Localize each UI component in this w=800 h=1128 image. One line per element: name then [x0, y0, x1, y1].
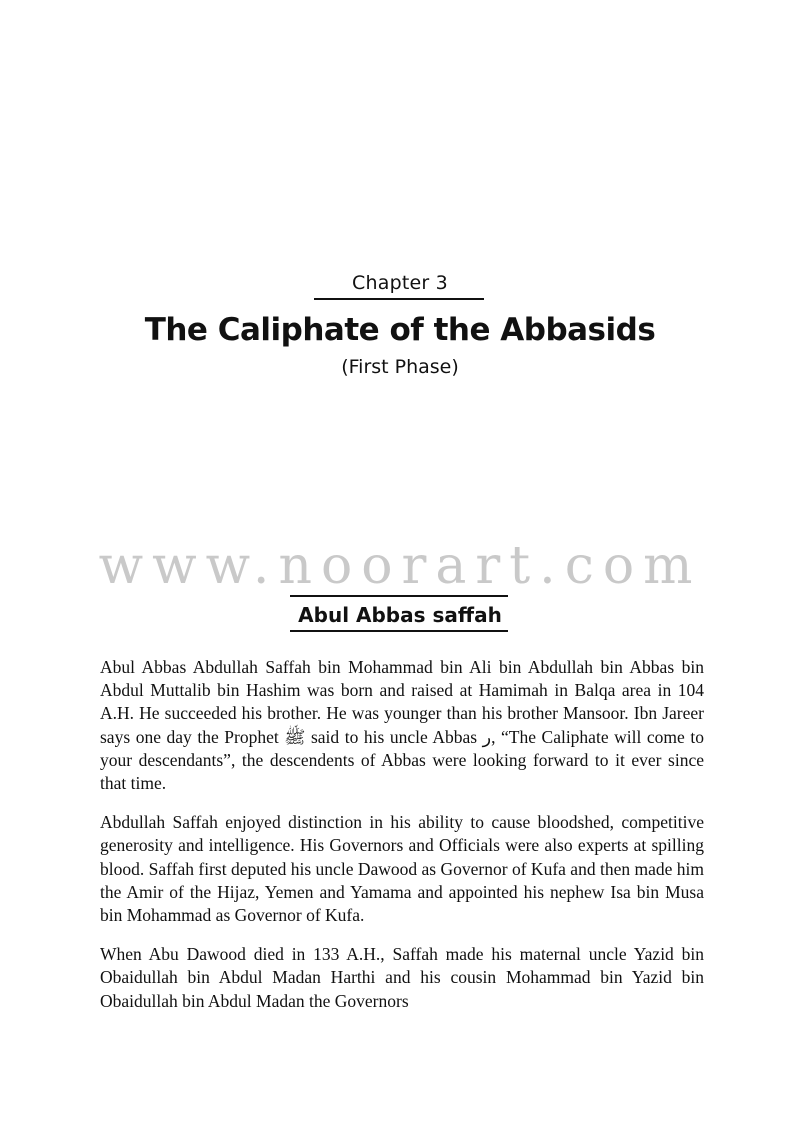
section-heading-bottom-rule — [290, 630, 508, 632]
watermark: www.noorart.com — [98, 536, 702, 596]
chapter-subtitle: (First Phase) — [341, 356, 459, 378]
section-heading: Abul Abbas saffah — [298, 603, 502, 627]
paragraph: When Abu Dawood died in 133 A.H., Saffah made his maternal uncle Yazid bin Obaidullah bin Abdul Madan Harthi and his cousin Mohammad bin Yazid bin Obaidullah bin Abdul Madan the Governors — [100, 944, 704, 1011]
section-heading-top-rule — [290, 595, 508, 597]
chapter-title: The Caliphate of the Abbasids — [144, 312, 656, 348]
paragraph: Abdullah Saffah enjoyed distinction in his ability to cause bloodshed, competitive generosity and intelligence. His Governors and Officials were also experts at spilling blood. Saffah first deputed his uncle Dawood as Governor of Kufa and then made him the Amir of the Hijaz, Yemen and Yamama and appointed his nephew Isa bin Musa bin Mohammad as Governor of Kufa. — [100, 812, 704, 926]
chapter-underline — [314, 298, 484, 300]
paragraph: Abul Abbas Abdullah Saffah bin Mohammad bin Ali bin Abdullah bin Abbas bin Abdul Muttalib bin Hashim was born and raised at Hamimah in Balqa area in 104 A.H. He succeeded his brother. He was younger than his brother Mansoor. Ibn Jareer says one day the Prophet ﷺ said to his uncle Abbas ر, “The Caliphate will come to your descendants”, the descendents of Abbas were looking forward to it ever since that time. — [100, 657, 704, 794]
chapter-label: Chapter 3 — [352, 272, 448, 294]
body-text — [100, 656, 704, 1029]
